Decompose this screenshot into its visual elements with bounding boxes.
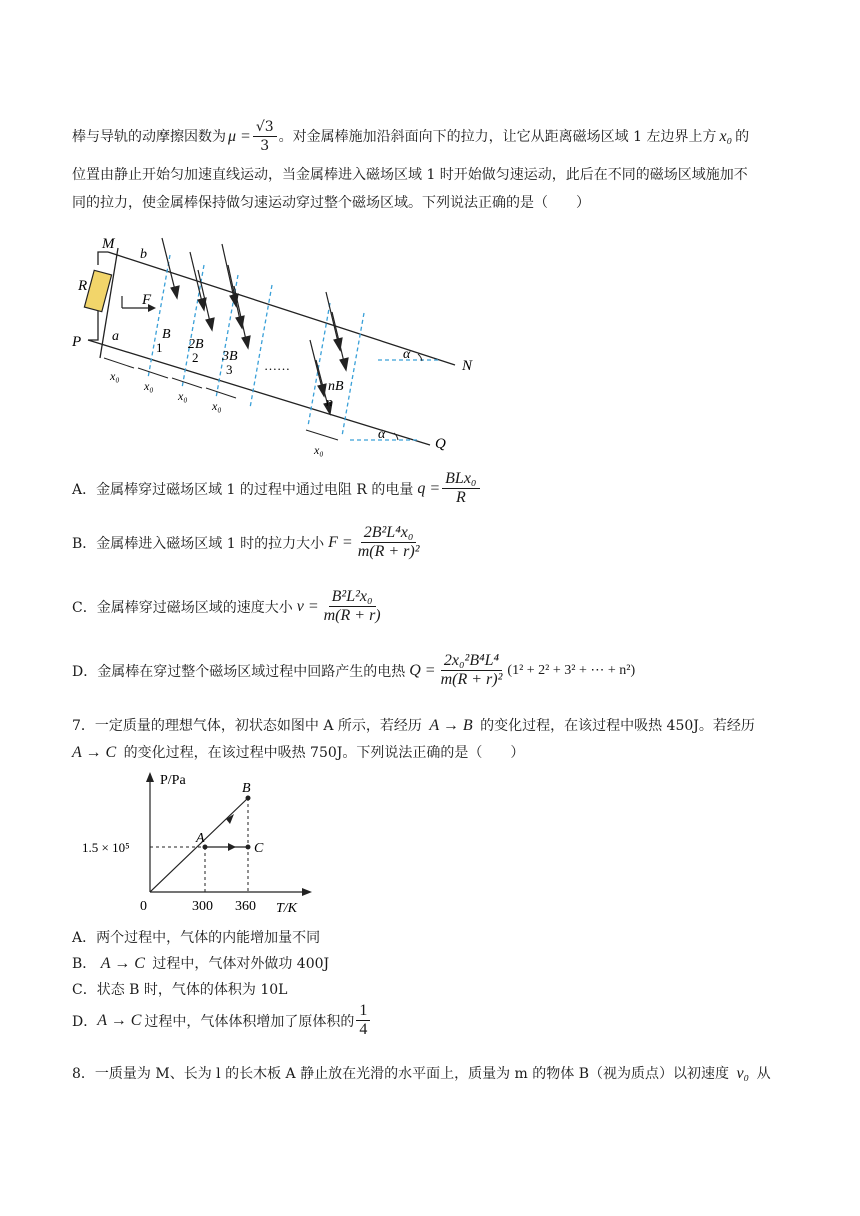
origin-label: 0 <box>140 899 147 914</box>
q7-option-d[interactable]: D． A → C 过程中，气体体积增加了原体积的 $\frac{1}{4}$ <box>72 1002 372 1039</box>
pressure-temperature-graph <box>78 770 328 920</box>
mu-fraction: $\frac{√3}{3}$ <box>253 118 277 155</box>
q6-option-b[interactable]: B．金属棒进入磁场区域 1 时的拉力大小 F = $\frac{\text{2B²L⁴x₀}}{\text{m(R + r)²}}$ <box>72 524 425 561</box>
q7-line2: A → C 的变化过程，在该过程中吸热 750J。下列说法正确的是（ ） <box>72 744 525 761</box>
q6-line3: 同的拉力，使金属棒保持做匀速运动穿过整个磁场区域。下列说法正确的是（ ） <box>72 195 590 211</box>
optC-fraction: $\frac{\text{B²L²x₀}}{m(R + r)}$ <box>323 588 381 624</box>
label-P: P <box>72 334 82 350</box>
optD-q7-fraction: $\frac{1}{4}$ <box>356 1002 370 1039</box>
x-axis-label: T/K <box>276 901 298 916</box>
region-label-3: 3 <box>226 362 233 377</box>
label-alpha-2: α <box>378 427 386 442</box>
field-label-2: 2B <box>188 337 204 352</box>
optB-fraction: $\frac{\text{2B²L⁴x₀}}{\text{m(R + r)²}}$ <box>357 524 420 560</box>
point-A-label: A <box>196 831 205 846</box>
q6-line1-b: 。对金属棒施加沿斜面向下的拉力，让它从距离磁场区域 1 左边界上方 <box>278 128 717 145</box>
field-label-n: nB <box>328 379 344 394</box>
mu-symbol: μ = <box>228 127 251 145</box>
x0-symbol: x₀ <box>719 127 733 145</box>
region-label-2: 2 <box>192 350 199 365</box>
q7-line1: 7．一定质量的理想气体，初状态如图中 A 所示，若经历 A → B 的变化过程，在该过程中吸热 450J。若经历 <box>72 717 755 734</box>
field-label-1: B <box>162 327 171 342</box>
label-F: F <box>142 292 152 308</box>
point-C-label: C <box>254 841 264 856</box>
x0-label-3: x₀ <box>178 389 188 403</box>
optD-fraction: $\frac{\text{2x₀²B⁴L⁴}}{\text{m(R + r)²}}$ <box>440 652 503 688</box>
x-tick-300: 300 <box>192 899 213 914</box>
q7-option-b[interactable]: B． A → C 过程中，气体对外做功 400J <box>72 955 330 972</box>
q6-line1-c: 的 <box>735 128 750 145</box>
label-alpha-1: α <box>403 347 411 362</box>
q6-line1-a: 棒与导轨的动摩擦因数为 <box>72 128 226 145</box>
y-tick-label: 1.5 × 10⁵ <box>82 840 130 855</box>
label-N: N <box>462 358 473 374</box>
x-tick-360: 360 <box>235 899 256 914</box>
region-label-n: n <box>326 394 333 409</box>
q6-line1 <box>72 118 749 155</box>
q6-option-d[interactable]: D．金属棒在穿过整个磁场区域过程中回路产生的电热 Q = $\frac{\text{2x₀²B⁴L⁴}}{\text{m(R + r)²}}$ (1² + 2² + 3² + ⋯ + n²) <box>72 652 636 688</box>
q6-line2: 位置由静止开始匀加速直线运动，当金属棒进入磁场区域 1 时开始做匀速运动，此后在不同的磁场区域施加不 <box>72 167 748 183</box>
x0-label-5: x₀ <box>314 443 324 457</box>
x0-label-2: x₀ <box>144 379 154 393</box>
rail-magnetic-figure <box>70 230 490 460</box>
x0-label-1: x₀ <box>110 369 120 383</box>
q6-option-a[interactable]: A．金属棒穿过磁场区域 1 的过程中通过电阻 R 的电量 q = $\frac{\text{BLx₀}}{R}$ <box>72 470 482 507</box>
optA-fraction: $\frac{\text{BLx₀}}{R}$ <box>442 470 479 507</box>
q7-option-a[interactable]: A．两个过程中，气体的内能增加量不同 <box>72 930 321 946</box>
q6-option-c[interactable]: C．金属棒穿过磁场区域的速度大小 v = $\frac{\text{B²L²x₀}}{m(R + r)}$ <box>72 588 386 625</box>
label-a: a <box>112 329 119 344</box>
label-b: b <box>140 247 147 262</box>
q7-option-c[interactable]: C．状态 B 时，气体的体积为 10L <box>72 982 288 998</box>
field-label-3: 3B <box>222 349 238 364</box>
ellipsis: …… <box>264 358 290 373</box>
q8-line1: 8．一质量为 M、长为 l 的长木板 A 静止放在光滑的水平面上，质量为 m 的物体 B（视为质点）以初速度 v₀ 从 <box>72 1065 771 1082</box>
label-R: R <box>78 278 88 294</box>
label-Q: Q <box>435 436 446 452</box>
x0-label-4: x₀ <box>212 399 222 413</box>
label-M: M <box>102 236 115 252</box>
region-label-1: 1 <box>156 340 163 355</box>
y-axis-label: P/Pa <box>160 773 186 788</box>
point-B-label: B <box>242 781 251 796</box>
